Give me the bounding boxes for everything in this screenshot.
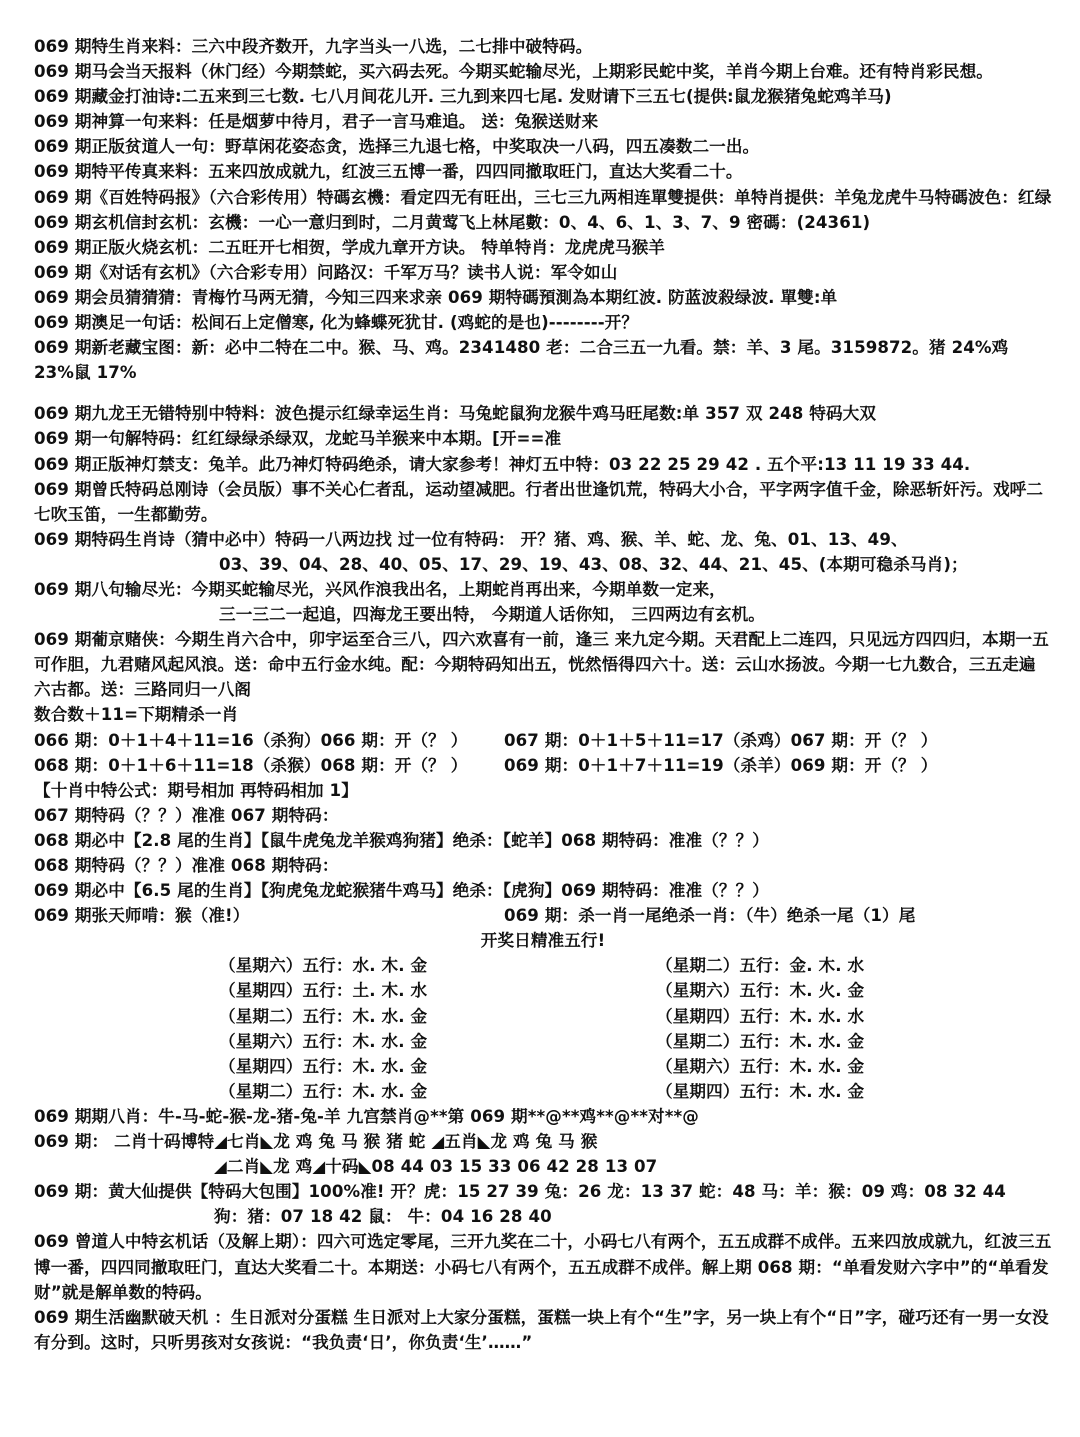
wuxing-right: （星期二）五行：金. 木. 水 <box>656 956 865 976</box>
formula-left: 068 期：0＋1＋6＋11=18（杀猴）068 期：开（？ ） <box>34 755 468 775</box>
text-paragraph: 069 期葡京赌侠：今期生肖六合中，卯宇运至合三八，四六欢喜有一前，逢三 来九定今期。天君配上二连四，只见远方四四归，本期一五可作胆，九君赌风起风浪。送：命中五行金水纯。配：今期特码知出五，恍然悟得四六十。送：云山水扬波。今期一七九数合，三五走遍六古都。送：三路同归一八阁 <box>34 630 1049 700</box>
text-line: 067 期特码（？？）准准 067 期特码： <box>34 805 339 825</box>
text-line: 069 期正版贫道人一句：野草闲花姿态贪，选择三九退七格，中奖取决一八码，四五凑数二一出。 <box>34 137 760 157</box>
text-line: 068 期特码（？？）准准 068 期特码： <box>34 856 339 875</box>
text-line: 069 期会员猜猜猜：青梅竹马两无猜，今知三四来求亲 069 期特碼預測為本期红波. 防蓝波殺绿波. 單雙:单 <box>34 287 838 307</box>
formula-right: 069 期：0＋1＋7＋11=19（杀羊）069 期：开（？ ） <box>504 755 938 775</box>
wuxing-row <box>34 978 1052 1003</box>
text-line: 069 期一句解特码：红红绿绿杀绿双，龙蛇马羊猴来中本期。[开==准 <box>34 429 562 449</box>
text-paragraph: 069 曾道人中特玄机话（及解上期）：四六可选定零尾，三开九奖在二十，小码七八有两个，五五成群不成伴。五来四放成就九，红波三五博一番，四四同撤取旺门，直达大奖看二十。本期送：小码七八有两个，五五成群不成伴。解上期 068 期：“单看发财六字中”的“单看发财”就是解单数的特码。 <box>34 1232 1052 1302</box>
wuxing-right: （星期六）五行：木. 火. 金 <box>656 981 865 1001</box>
text-line: 069 期特码生肖诗（猜中必中）特码一八两边找 过一位有特码： 开？猪、鸡、猴、羊、蛇、龙、兔、01、13、49、 <box>34 529 908 549</box>
formula-right: 067 期：0＋1＋5＋11=17（杀鸡）067 期：开（？ ） <box>504 730 938 750</box>
text-line: ◢二肖◣龙 鸡◢十码◣08 44 03 15 33 06 42 28 13 07 <box>214 1157 658 1177</box>
text-line: 三一三二一起追，四海龙王要出特， 今期道人话你知， 三四两边有玄机。 <box>219 605 765 625</box>
text-line: 069 期神算一句来料：任是烟萝中待月，君子一言马难追。 送：兔猴送财来 <box>34 112 599 132</box>
wuxing-row <box>34 1004 1052 1029</box>
wuxing-left: （星期六）五行：水. 木. 金 <box>219 956 428 976</box>
wuxing-right: （星期四）五行：木. 水. 水 <box>656 1006 865 1026</box>
text-line: 069 期《对话有玄机》（六合彩专用）问路汉：千军万马？读书人说：军令如山 <box>34 262 618 282</box>
text-line: 069 期澳足一句话：松间石上定僧寒, 化为蜂蝶死犹甘. (鸡蛇的是也)--------开？ <box>34 313 639 333</box>
text-line: 069 期：黄大仙提供【特码大包围】100%准! 开？虎：15 27 39 兔：26 龙：13 37 蛇：48 马：羊：猴：09 鸡：08 32 44 <box>34 1182 1006 1202</box>
text-line: 069 期特生肖来料：三六中段齐数开，九字当头一八选，二七排中破特码。 <box>34 37 593 56</box>
wuxing-left: （星期六）五行：木. 水. 金 <box>219 1031 428 1051</box>
text-paragraph: 069 期生活幽默破天机 ：生日派对分蛋糕 生日派对上大家分蛋糕，蛋糕一块上有个“生”字，另一块上有个“日”字，碰巧还有一男一女没有分到。这时，只听男孩对女孩说：“我负责‘日’，你负责‘生’……” <box>34 1307 1049 1352</box>
text-line: 069 期藏金打油诗:二五来到三七数. 七八月间花儿开. 三九到来四七尾. 发财请下三五七(提供:鼠龙猴猪兔蛇鸡羊马) <box>34 87 892 107</box>
text-paragraph: 069 期曾氏特码总刚诗（会员版）事不关心仁者乱，运动望减肥。行者出世逢饥荒，特码大小合，平字两字值千金，除恶斩奸污。戏呼二七吹玉笛，一生都勤劳。 <box>34 479 1044 524</box>
text-line: 【十肖中特公式：期号相加 再特码相加 1】 <box>34 780 358 800</box>
wuxing-row <box>34 1054 1052 1079</box>
wuxing-row <box>34 1029 1052 1054</box>
faint-smudge-line <box>34 385 1052 401</box>
formula-row <box>34 753 1052 778</box>
kill-row <box>34 903 1052 928</box>
text-line: 069 期正版火烧玄机：二五旺开七相贺，学成九章开方诀。 特单特肖：龙虎虎马猴羊 <box>34 237 665 257</box>
text-line: 069 期： 二肖十码博特◢七肖◣龙 鸡 兔 马 猴 猪 蛇 ◢五肖◣龙 鸡 兔 马 猴 <box>34 1132 598 1152</box>
wuxing-right: （星期六）五行：木. 水. 金 <box>656 1056 865 1076</box>
kill-left: 069 期张天师啃：猴（准!） <box>34 906 250 926</box>
text-line: 069 期九龙王无错特别中特料：波色提示红绿幸运生肖：马兔蛇鼠狗龙猴牛鸡马旺尾数:单 357 双 248 特码大双 <box>34 404 877 424</box>
text-line: 069 期期八肖：牛-马-蛇-猴-龙-猪-兔-羊 九宫禁肖@**第 069 期**@**鸡**@**对**@ <box>34 1106 699 1126</box>
text-line: 069 期玄机信封玄机：玄機：一心一意归到时，二月黄莺飞上林尾數：0、4、6、1、3、7、9 密碼：(24361) <box>34 212 871 232</box>
section-heading: 开奖日精准五行! <box>480 931 606 951</box>
wuxing-left: （星期四）五行：木. 水. 金 <box>219 1056 428 1076</box>
wuxing-left: （星期四）五行：土. 木. 水 <box>219 981 428 1001</box>
text-line: 068 期必中【2.8 尾的生肖】【鼠牛虎兔龙羊猴鸡狗猪】绝杀：【蛇羊】068 期特码：准准（？？） <box>34 830 769 850</box>
wuxing-right: （星期四）五行：木. 水. 金 <box>656 1081 865 1101</box>
text-line: 069 期特平传真来料：五来四放成就九，红波三五博一番，四四同撤取旺门，直达大奖看二十。 <box>34 162 743 182</box>
formula-left: 066 期：0＋1＋4＋11=16（杀狗）066 期：开（？ ） <box>34 730 468 750</box>
wuxing-left: （星期二）五行：木. 水. 金 <box>219 1006 428 1026</box>
text-line: 数合数＋11=下期精杀一肖 <box>34 705 239 725</box>
wuxing-row <box>34 1079 1052 1104</box>
text-paragraph: 069 期《百姓特码报》（六合彩传用）特碼玄機：看定四无有旺出，三七三九两相连單雙提供：单特肖提供：羊兔龙虎牛马特碼波色：红绿 <box>34 187 1052 207</box>
text-paragraph: 069 期新老藏宝图：新：必中二特在二中。猴、马、鸡。2341480 老：二合三五一九看。禁：羊、3 尾。3159872。猪 24%鸡 23%鼠 17% <box>34 338 1009 383</box>
text-line: 069 期必中【6.5 尾的生肖】【狗虎兔龙蛇猴猪牛鸡马】绝杀：【虎狗】069 期特码：准准（？？） <box>34 881 769 901</box>
text-paragraph: 069 期马会当天报料（休门经）今期禁蛇，买六码去死。今期买蛇输尽光，上期彩民蛇中奖，羊肖今期上台难。还有特肖彩民想。 <box>34 62 993 82</box>
wuxing-left: （星期二）五行：木. 水. 金 <box>219 1081 428 1101</box>
text-line: 069 期正版神灯禁支：兔羊。此乃神灯特码绝杀，请大家参考！神灯五中特：03 22 25 29 42 . 五个平:13 11 19 33 44. <box>34 454 971 474</box>
wuxing-right: （星期二）五行：木. 水. 金 <box>656 1031 865 1051</box>
formula-row <box>34 728 1052 753</box>
text-line: 03、39、04、28、40、05、17、29、19、43、08、32、44、21、45、(本期可稳杀马肖)； <box>219 554 968 574</box>
text-line: 狗：猪：07 18 42 鼠： 牛：04 16 28 40 <box>214 1207 552 1227</box>
kill-right: 069 期：杀一肖一尾绝杀一肖：（牛）绝杀一尾（1）尾 <box>504 906 916 926</box>
wuxing-row <box>34 953 1052 978</box>
text-line: 069 期八句输尽光：今期买蛇输尽光，兴风作浪我出名，上期蛇肖再出来，今期单数一定来， <box>34 579 726 599</box>
